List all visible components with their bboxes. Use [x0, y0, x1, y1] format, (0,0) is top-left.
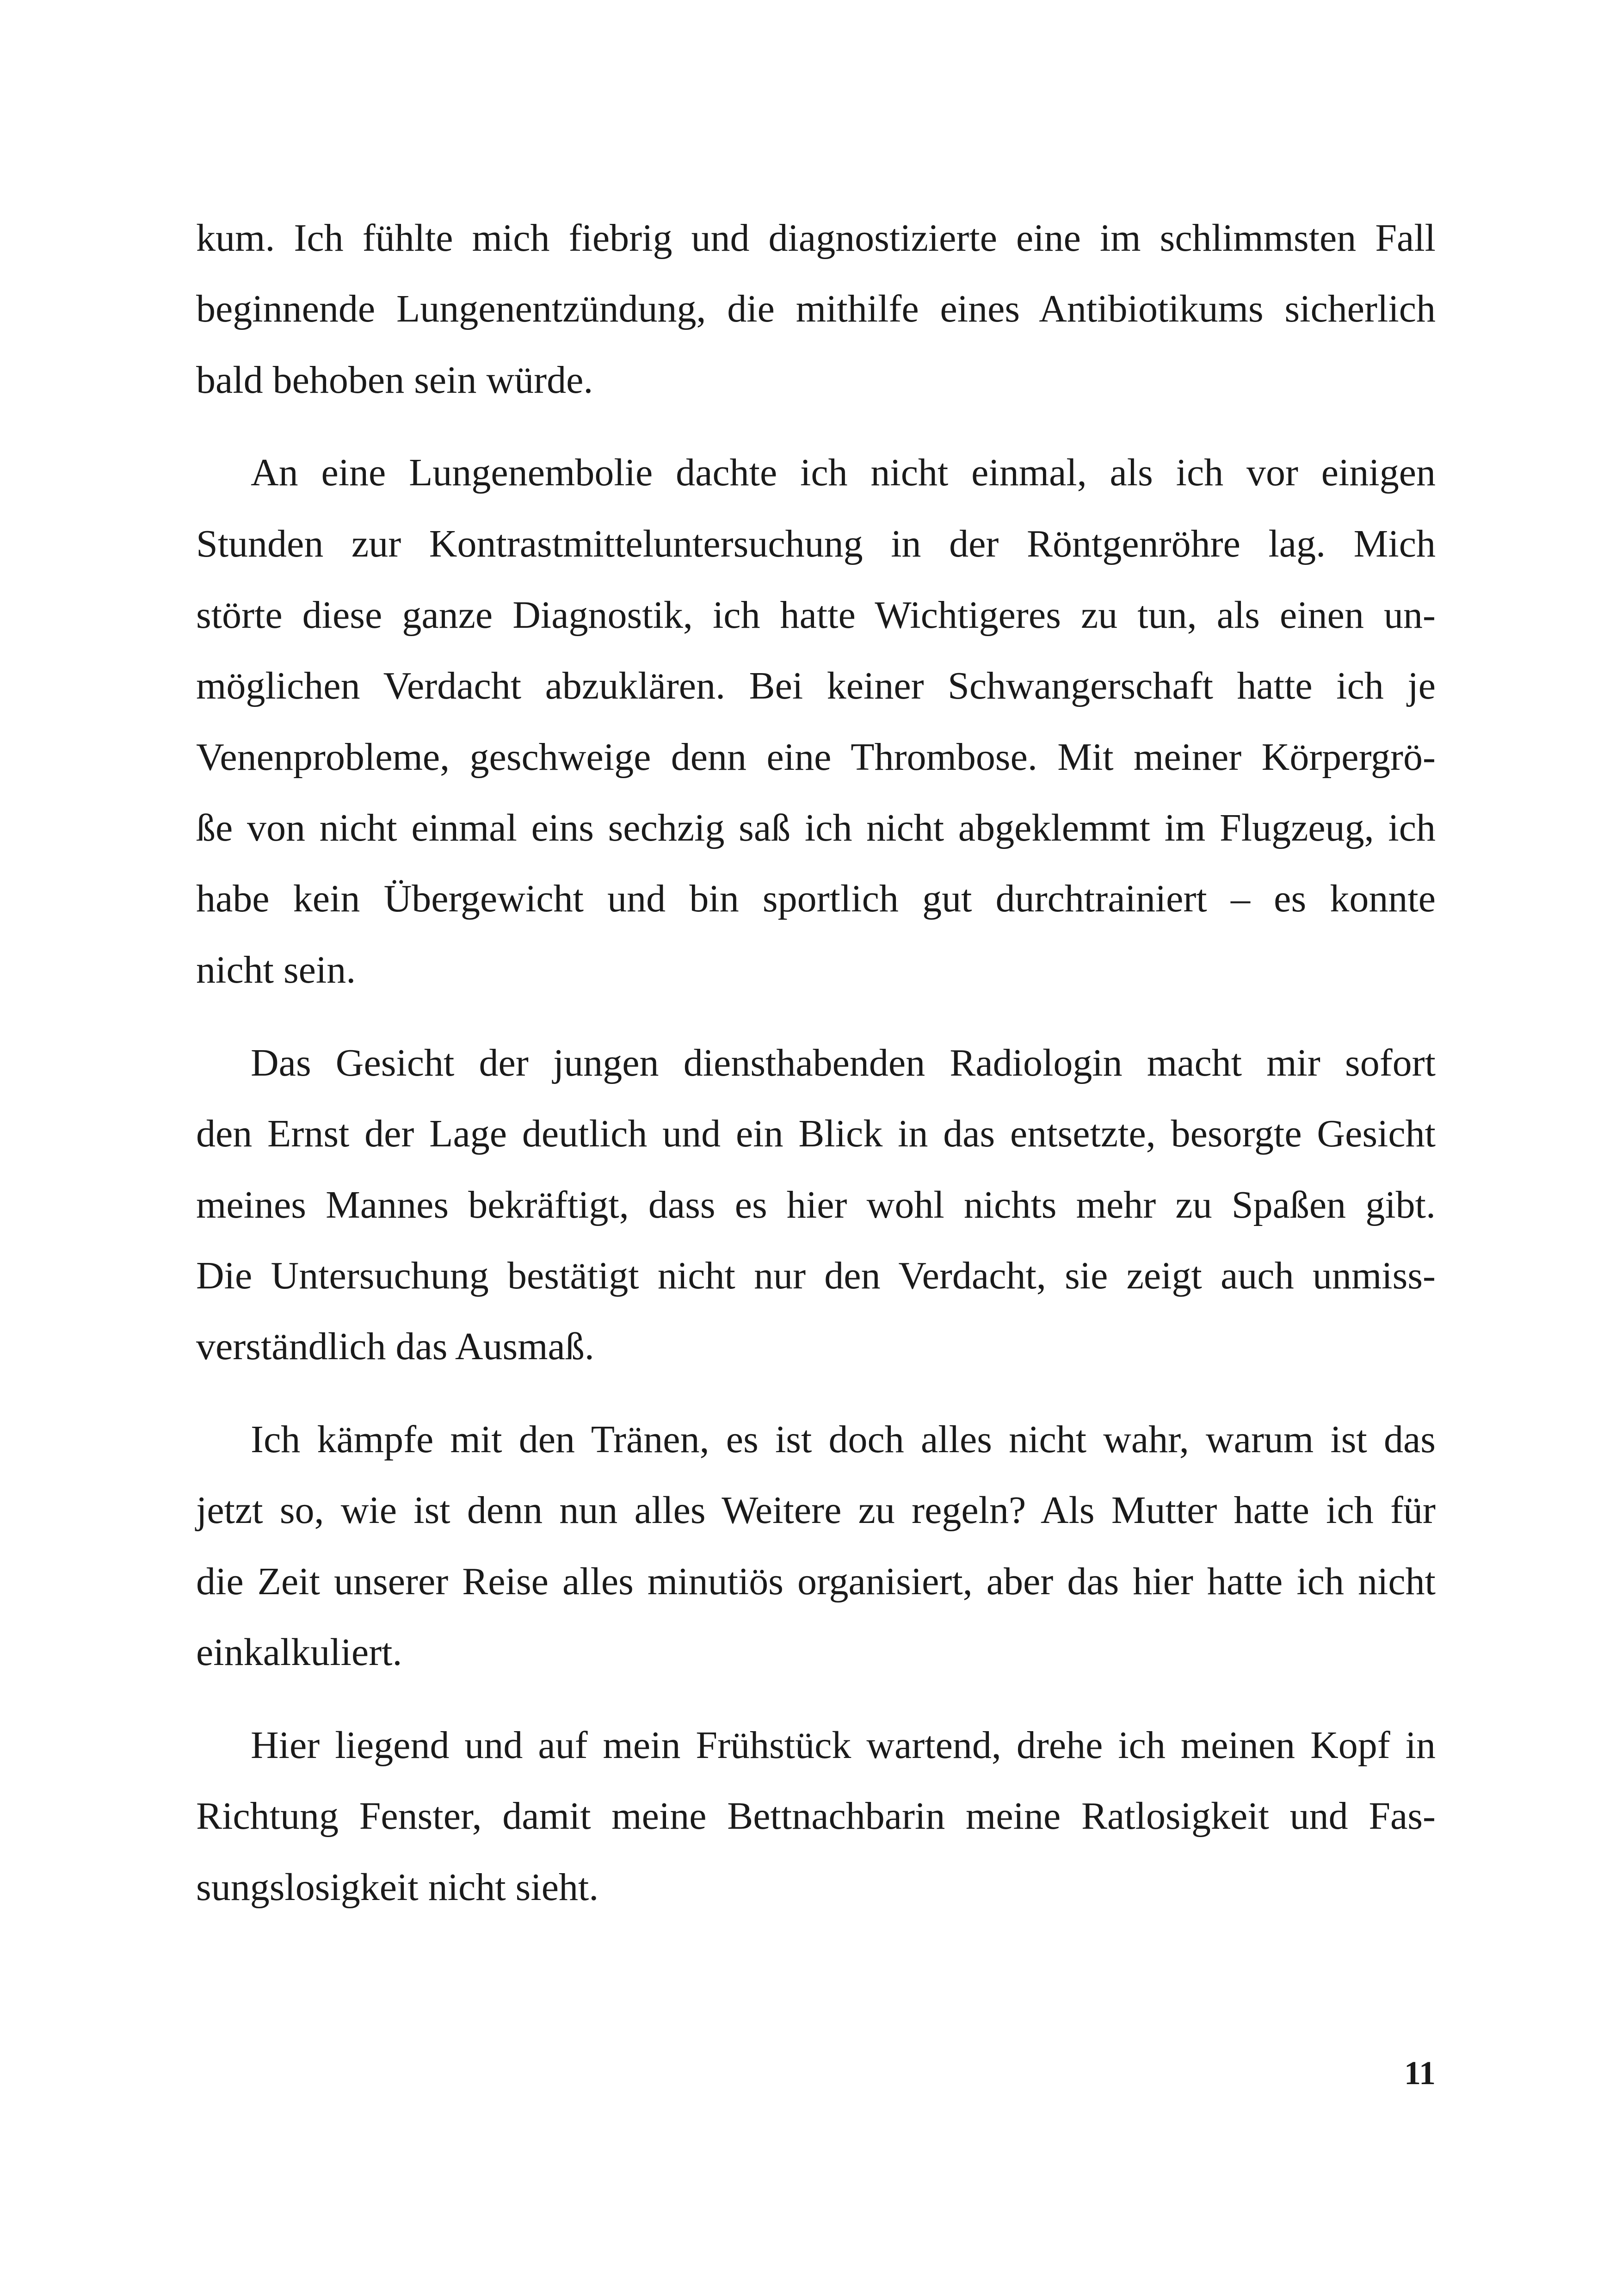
text-line: Hier liegend und auf mein Frühstück wartend, drehe ich meinen Kopf in	[251, 1724, 1436, 1767]
text-line: Venenprobleme, geschweige denn eine Thrombose. Mit meiner Körpergrö-	[196, 736, 1436, 779]
text-line: Das Gesicht der jungen diensthabenden Radiologin macht mir sofort	[251, 1041, 1436, 1084]
text-line: die Zeit unserer Reise alles minutiös organisiert, aber das hier hatte ich nicht	[196, 1560, 1436, 1603]
text-line: Stunden zur Kontrastmitteluntersuchung in der Röntgenröhre lag. Mich	[196, 522, 1436, 565]
text-line: An eine Lungenembolie dachte ich nicht einmal, als ich vor einigen	[251, 451, 1436, 494]
text-line: Ich kämpfe mit den Tränen, es ist doch alles nicht wahr, warum ist das	[251, 1418, 1436, 1461]
text-line: den Ernst der Lage deutlich und ein Blick in das entsetzte, besorgte Gesicht	[196, 1112, 1436, 1155]
text-line: Die Untersuchung bestätigt nicht nur den Verdacht, sie zeigt auch unmiss-	[196, 1254, 1436, 1297]
text-line: möglichen Verdacht abzuklären. Bei keiner Schwangerschaft hatte ich je	[196, 664, 1436, 707]
text-line: verständlich das Ausmaß.	[196, 1325, 594, 1368]
text-line: Richtung Fenster, damit meine Bettnachbarin meine Ratlosigkeit und Fas-	[196, 1795, 1436, 1838]
text-line: ße von nicht einmal eins sechzig saß ich nicht abgeklemmt im Flugzeug, ich	[196, 806, 1436, 849]
text-line: jetzt so, wie ist denn nun alles Weitere zu regeln? Als Mutter hatte ich für	[196, 1489, 1436, 1532]
text-line: nicht sein.	[196, 948, 356, 991]
text-line: meines Mannes bekräftigt, dass es hier wohl nichts mehr zu Spaßen gibt.	[196, 1183, 1436, 1226]
text-line: habe kein Übergewicht und bin sportlich gut durchtrainiert – es konnte	[196, 877, 1436, 920]
text-line: beginnende Lungenentzündung, die mithilfe eines Antibiotikums sicherlich	[196, 287, 1436, 330]
text-line: kum. Ich fühlte mich fiebrig und diagnostizierte eine im schlimmsten Fall	[196, 217, 1436, 260]
text-line: bald behoben sein würde.	[196, 359, 593, 402]
text-line: sungslosigkeit nicht sieht.	[196, 1866, 599, 1909]
text-line: störte diese ganze Diagnostik, ich hatte Wichtigeres zu tun, als einen un-	[196, 594, 1436, 637]
text-line: einkalkuliert.	[196, 1631, 402, 1674]
page-number: 11	[1404, 2055, 1436, 2092]
